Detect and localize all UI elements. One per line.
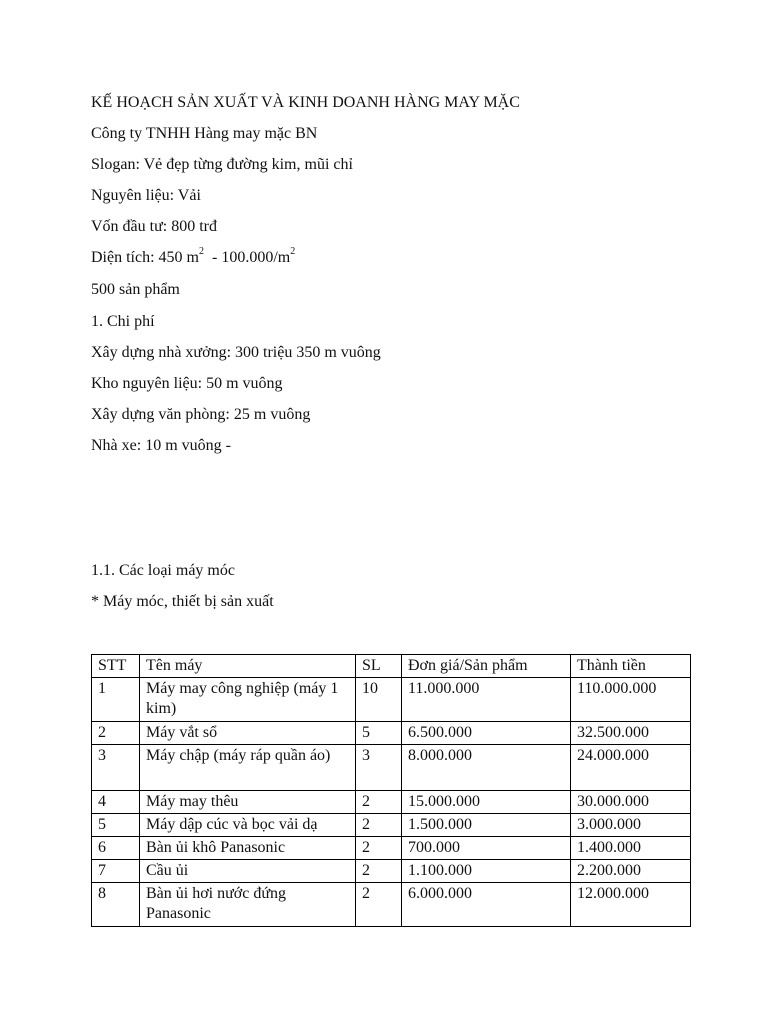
area (91, 245, 296, 268)
table-cell: 2 (356, 837, 402, 860)
table-cell: Máy vắt sổ (140, 722, 356, 745)
table-cell: 6.000.000 (402, 883, 571, 927)
table-row (92, 883, 691, 927)
header-cell: Thành tiền (571, 655, 691, 678)
table-cell: 2 (356, 883, 402, 927)
office-cost: Xây dựng văn phòng: 25 m vuông (91, 406, 311, 423)
table-cell: 2.200.000 (571, 860, 691, 883)
table-cell: Máy dập cúc và bọc vải dạ (140, 814, 356, 837)
warehouse-cost: Kho nguyên liệu: 50 m vuông (91, 375, 283, 392)
table-cell: 32.500.000 (571, 722, 691, 745)
table-cell: 2 (356, 814, 402, 837)
table-cell: Máy may thêu (140, 791, 356, 814)
material: Nguyên liệu: Vải (91, 187, 201, 204)
header-cell: Đơn giá/Sản phẩm (402, 655, 571, 678)
section-cost-heading: 1. Chi phí (91, 313, 155, 330)
table-cell: Bàn ủi khô Panasonic (140, 837, 356, 860)
capital: Vốn đầu tư: 800 trđ (91, 218, 217, 235)
machines-subheading: * Máy móc, thiết bị sản xuất (91, 593, 274, 610)
table-cell: 1 (92, 678, 140, 722)
table-row (92, 678, 691, 722)
area-superscript: 2 (198, 245, 204, 257)
table-row (92, 722, 691, 745)
machines-table (91, 654, 691, 927)
slogan: Slogan: Vẻ đẹp từng đường kim, mũi chỉ (91, 156, 353, 173)
table-row (92, 745, 691, 791)
table-header-row (92, 655, 691, 678)
table-row (92, 791, 691, 814)
table-cell: 3.000.000 (571, 814, 691, 837)
table-row (92, 814, 691, 837)
table-cell: 6 (92, 837, 140, 860)
table-row (92, 837, 691, 860)
area-price: - 100.000/m (203, 249, 291, 266)
section-machines-heading: 1.1. Các loại máy móc (91, 562, 235, 579)
table-cell: 6.500.000 (402, 722, 571, 745)
table-cell: 10 (356, 678, 402, 722)
table-cell: 3 (356, 745, 402, 791)
garage-cost: Nhà xe: 10 m vuông - (91, 437, 231, 454)
header-cell: STT (92, 655, 140, 678)
table-cell: Máy chập (máy ráp quần áo) (140, 745, 356, 791)
table-cell: Máy may công nghiệp (máy 1 kim) (140, 678, 356, 722)
table-cell: 1.400.000 (571, 837, 691, 860)
table-cell: Cầu ủi (140, 860, 356, 883)
table-cell: 5 (356, 722, 402, 745)
table-cell: 24.000.000 (571, 745, 691, 791)
table-cell: 1.500.000 (402, 814, 571, 837)
area-prefix: Diện tích: 450 m (91, 249, 199, 266)
table-cell: 1.100.000 (402, 860, 571, 883)
area-price-superscript: 2 (290, 245, 296, 257)
table-cell: 8 (92, 883, 140, 927)
table-cell: 2 (92, 722, 140, 745)
table-cell: 8.000.000 (402, 745, 571, 791)
table-cell: 7 (92, 860, 140, 883)
company-name: Công ty TNHH Hàng may mặc BN (91, 125, 318, 142)
table-cell: 11.000.000 (402, 678, 571, 722)
table-cell: 2 (356, 791, 402, 814)
products: 500 sản phẩm (91, 281, 180, 298)
table-cell: 2 (356, 860, 402, 883)
table-cell: 12.000.000 (571, 883, 691, 927)
table-cell: 110.000.000 (571, 678, 691, 722)
table-row (92, 860, 691, 883)
table-cell: 3 (92, 745, 140, 791)
header-cell: Tên máy (140, 655, 356, 678)
table-cell: 4 (92, 791, 140, 814)
table-cell: 30.000.000 (571, 791, 691, 814)
header-cell: SL (356, 655, 402, 678)
document-title: KẾ HOẠCH SẢN XUẤT VÀ KINH DOANH HÀNG MAY MẶC (91, 94, 520, 111)
table-cell: 15.000.000 (402, 791, 571, 814)
table-cell: 5 (92, 814, 140, 837)
factory-cost: Xây dựng nhà xưởng: 300 triệu 350 m vuông (91, 344, 381, 361)
table-cell: Bàn ủi hơi nước đứng Panasonic (140, 883, 356, 927)
table-cell: 700.000 (402, 837, 571, 860)
